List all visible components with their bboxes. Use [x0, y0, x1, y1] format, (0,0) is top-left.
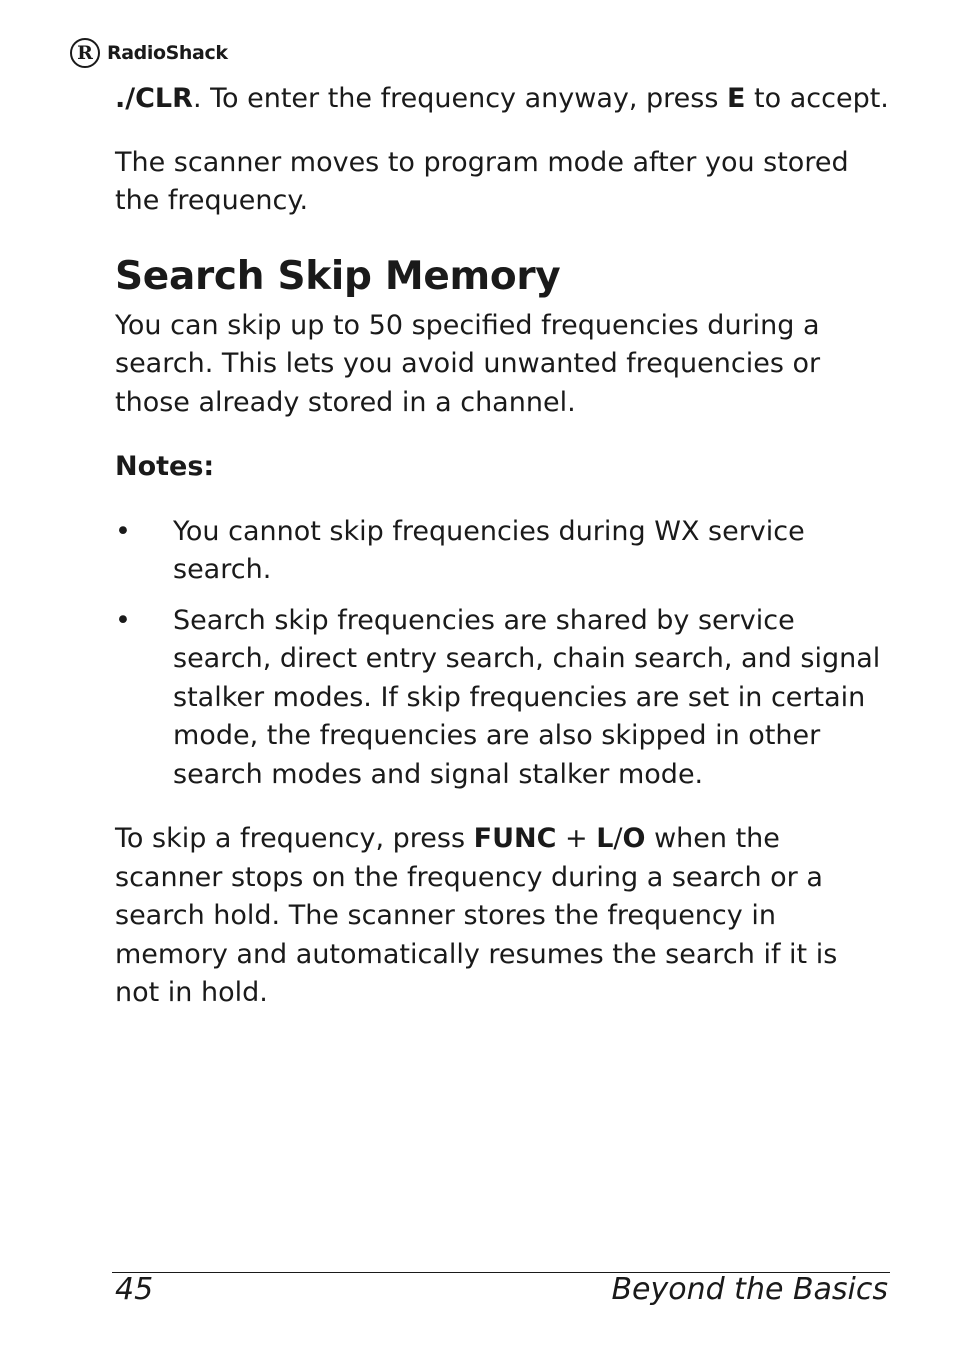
- skip-text-a: To skip a frequency, press: [115, 823, 474, 854]
- plus-sign: +: [556, 823, 597, 854]
- key-func: FUNC: [473, 823, 557, 854]
- notes-list: [115, 513, 890, 795]
- list-item: [115, 602, 890, 795]
- note-text: Search skip frequencies are shared by service search, direct entry search, chain search, and signal stalker modes. If skip frequencies are set in certain mode, the frequencies are also skipped in other search modes and signal stalker mode.: [173, 604, 881, 790]
- continuation-paragraph: [115, 80, 890, 119]
- key-clr: ./CLR: [115, 83, 193, 114]
- continuation-text-a: . To enter the frequency anyway, press: [192, 83, 727, 114]
- skip-instructions-paragraph: [115, 820, 890, 1013]
- continuation-text-b: to accept.: [745, 83, 889, 114]
- page-content: [115, 80, 890, 1013]
- bullet-icon: •: [115, 515, 131, 547]
- program-mode-paragraph: The scanner moves to program mode after you stored the frequency.: [115, 146, 849, 216]
- skip-text-b: when the scanner stops on the frequency during a search or a search hold. The scanner stores the frequency in memory and automatically resumes the search if it is not in hold.: [115, 823, 838, 1008]
- note-text: You cannot skip frequencies during WX service search.: [173, 515, 805, 585]
- section-title: Search Skip Memory: [115, 253, 561, 299]
- radioshack-logo: [70, 36, 228, 70]
- intro-paragraph: You can skip up to 50 specified frequencies during a search. This lets you avoid unwanted frequencies or those already stored in a channel.: [115, 309, 821, 418]
- key-o: O: [622, 823, 646, 854]
- key-l: L: [596, 823, 614, 854]
- footer-section-name: Beyond the Basics: [611, 1272, 888, 1307]
- brand-name: RadioShack: [107, 42, 228, 64]
- page-number: 45: [115, 1272, 154, 1307]
- bullet-icon: •: [115, 604, 131, 636]
- list-item: [115, 513, 890, 590]
- notes-label: Notes:: [115, 451, 215, 482]
- registered-r-icon: R: [70, 38, 100, 68]
- key-e: E: [727, 83, 746, 114]
- key-slash: /: [613, 823, 623, 854]
